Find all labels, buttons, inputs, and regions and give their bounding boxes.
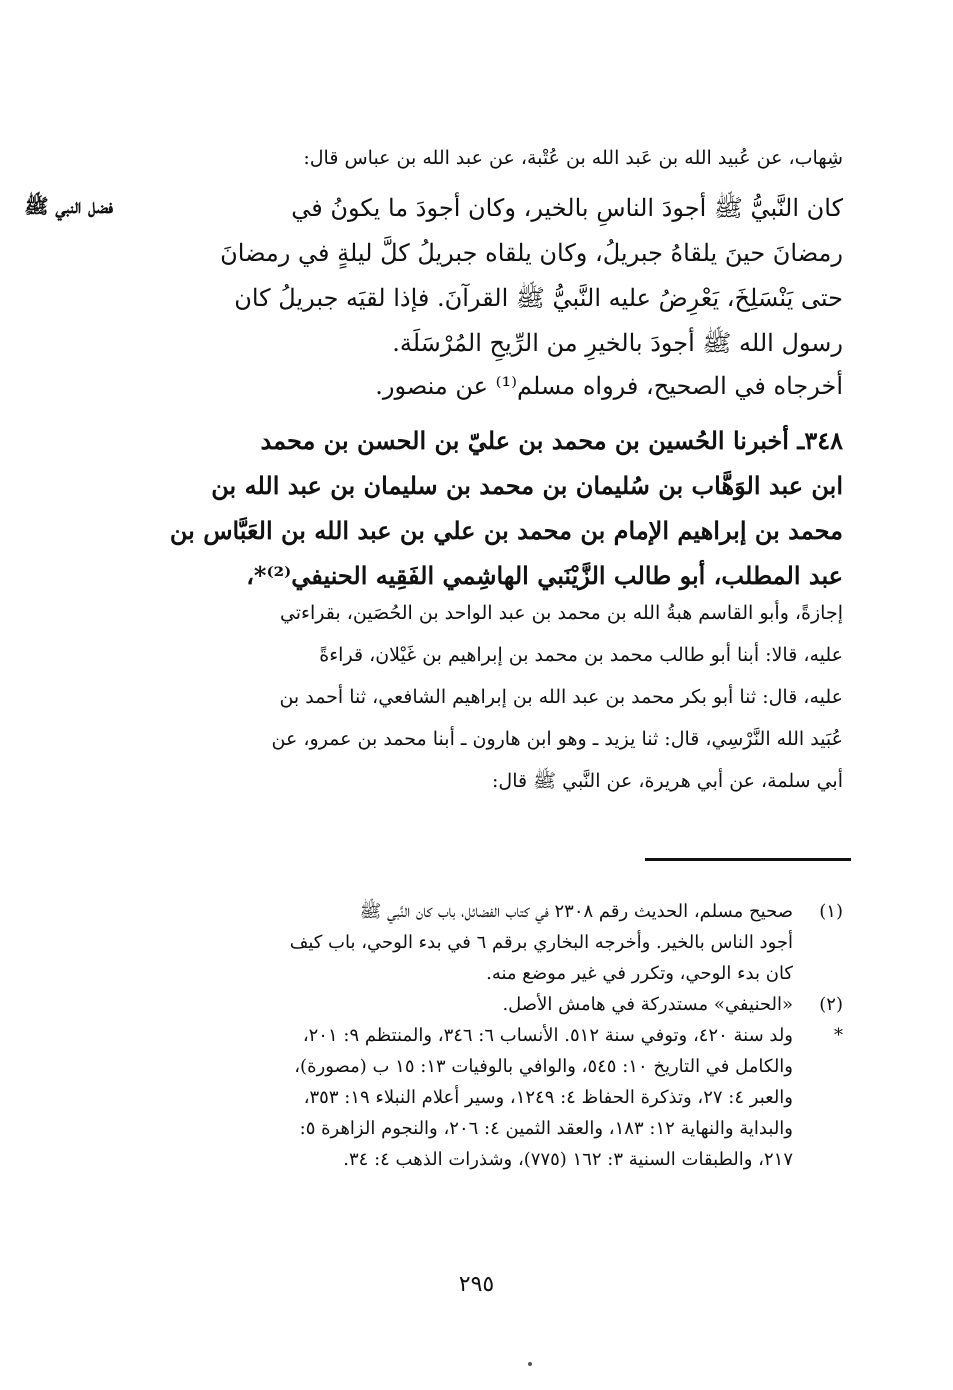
hadith-line: رمضانَ حينَ يلقاهُ جبريلُ، وكان يلقاه جبريلُ كلَّ ليلةٍ في رمضانَ: [220, 239, 843, 267]
hadith-line: كان النَّبيُّ ﷺ أجودَ الناسِ بالخير، وكان أجودَ ما يكونُ في: [291, 194, 843, 222]
footnote-line: صحيح مسلم، الحديث رقم ٢٣٠٨ في كتاب الفضائل، باب كان النَّبي ﷺ: [359, 901, 793, 922]
isnad-line: عليه، قال: ثنا أبو بكر محمد بن عبد الله بن إبراهيم الشافعي، ثنا أحمد بن: [279, 686, 843, 708]
isnad-text: [243, 592, 843, 802]
takhrij-line: أخرجاه في الصحيح، فرواه مسلم⁽¹⁾ عن منصور.: [375, 372, 843, 400]
footnote-2: [243, 989, 843, 1020]
footnote-line: أجود الناس بالخير. وأخرجه البخاري برقم ٦ في بدء الوحي، باب كيف: [289, 932, 793, 953]
isnad-heading-line: ابن عبد الوَهَّاب بن سُليمان بن محمد بن سليمان بن عبد الله بن: [211, 471, 843, 500]
footnote-line: ولد سنة ٤٢٠، وتوفي سنة ٥١٢. الأنساب ٦: ٣٤٦، والمنتظم ٩: ٢٠١،: [302, 1025, 793, 1046]
footnote-line: والكامل في التاريخ ١٠: ٥٤٥، والوافي بالوفيات ١٣: ١٥ ب (مصورة)،: [294, 1056, 793, 1077]
isnad-heading-line: عبد المطلب، أبو طالب الزَّيْنَبي الهاشِمي الفَقِيه الحنيفي⁽²⁾*،: [246, 561, 843, 590]
isnad-line: عُبَيد الله النَّرْسِي، قال: ثنا يزيد ـ وهو ابن هارون ـ أبنا محمد بن عمرو، عن: [271, 728, 843, 750]
footnote-separator: [645, 858, 851, 861]
page-number: ٢٩٥: [458, 1272, 495, 1297]
isnad-heading: [169, 418, 843, 598]
footnote-marker: (١): [819, 901, 843, 922]
footnote-line: والبداية والنهاية ١٢: ١٨٣، والعقد الثمين ٤: ٢٠٦، والنجوم الزاهرة ٥:: [299, 1118, 793, 1139]
scan-speck: [528, 1362, 532, 1366]
isnad-line: عليه، قالا: أبنا أبو طالب محمد بن محمد بن إبراهيم بن غَيْلان، قراءةً: [319, 644, 843, 666]
footnote-line: «الحنيفي» مستدركة في هامش الأصل.: [502, 994, 793, 1015]
margin-note: فضل النبي ﷺ: [24, 194, 113, 218]
hadith-line: رسول الله ﷺ أجودَ بالخيرِ من الرِّيحِ المُرْسَلَة.: [392, 329, 843, 357]
isnad-heading-line: محمد بن إبراهيم الإمام بن محمد بن علي بن عبد الله بن العَبَّاس بن: [169, 516, 843, 545]
footnote-1: [243, 896, 843, 989]
footnote-line: كان بدء الوحي، وتكرر في غير موضع منه.: [486, 963, 793, 984]
isnad-line: إجازةً، وأبو القاسم هبةُ الله بن محمد بن عبد الواحد بن الحُصَين، بقراءتي: [279, 602, 843, 624]
isnad-line: أبي سلمة، عن أبي هريرة، عن النَّبي ﷺ قال:: [492, 770, 843, 792]
footnotes: [243, 896, 843, 1175]
footnote-line: ٢١٧، والطبقات السنية ٣: ١٦٢ (٧٧٥)، وشذرات الذهب ٤: ٣٤.: [343, 1149, 793, 1170]
intro-line: شِهاب، عن عُبيد الله بن عَبد الله بن عُتْبة، عن عبد الله بن عباس قال:: [303, 147, 843, 169]
footnote-star: [243, 1020, 843, 1175]
isnad-heading-line: ٣٤٨ـ أخبرنا الحُسين بن محمد بن عليّ بن الحسن بن محمد: [260, 426, 843, 455]
hadith-line: حتى يَنْسَلِخَ، يَعْرِضُ عليه النَّبيُّ ﷺ القرآنَ. فإذا لقيَه جبريلُ كان: [234, 284, 843, 312]
footnote-marker: (٢): [819, 994, 843, 1015]
footnote-line: والعبر ٤: ٢٧، وتذكرة الحفاظ ٤: ١٢٤٩، وسير أعلام النبلاء ١٩: ٣٥٣،: [303, 1087, 793, 1108]
hadith-text: [220, 186, 843, 366]
footnote-marker: *: [834, 1025, 843, 1046]
